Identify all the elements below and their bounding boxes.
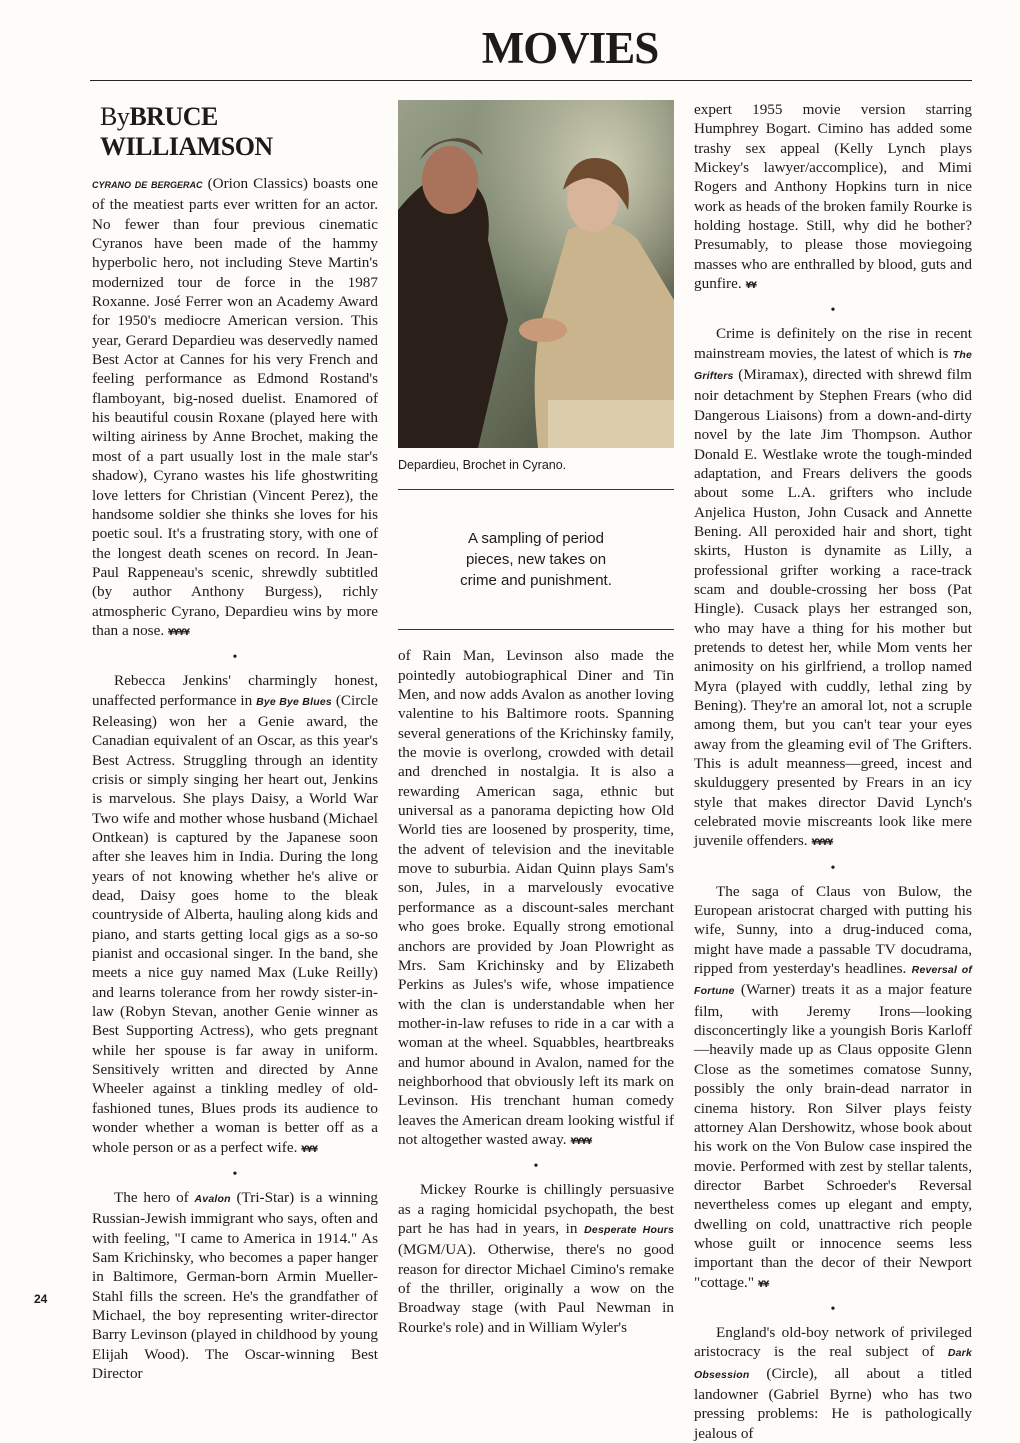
review-avalon: [92, 1188, 378, 1383]
review-title: Bye Bye Blues: [256, 695, 332, 708]
review-text: The saga of Claus von Bulow, the European aristocrat charged with putting his wife, Sunny, into a drug-induced coma, might have made a passable TV docudrama, ripped from yesterday's headlines.: [694, 882, 972, 978]
review-text: (Circle Releasing) won her a Genie award, the Canadian equivalent of an Oscar, as this year's Best Actress. Struggling through an identity crisis or simply singing her heart out, Jenkins is marvelous. She plays Daisy, a World War Two wife and mother whose husband (Michael Ontkean) is captured by the Japanese soon after she leaves him in India. During the long years of not knowing whether he's alive or dead, Daisy goes home to the bleak countryside of Alberta, hauling along kids and piano, and starts getting local gigs as a so-so pianist and occasional singer. In the band, she meets a nice guy named Max (Luke Reilly) and learns tolerance from her rowdy sister-in-law (Robyn Stevan, another Genie winner as Best Supporting Actress), who gets pregnant while her spouse is far away in uniform. Sensitively written and directed by Anne Wheeler against a tinkling medley of old-fashioned tunes, Blues prods its audience to wonder whether a woman is better off as a whole person or as a perfect wife.: [92, 691, 378, 1156]
review-cyrano: [92, 174, 378, 643]
rating-badge: ¥¥: [757, 1279, 769, 1290]
section-title: MOVIES: [481, 23, 659, 73]
separator-dot: •: [232, 1166, 238, 1182]
column-3: [694, 100, 972, 1443]
review-text: (Miramax), directed with shrewd film noir detachment by Stephen Frears (who did Dangerous Liaisons) from a down-and-dirty novel by the late Jim Thompson. Author Donald E. Westlake wrote the tough-minded adaptation, and Frears delivers the goods about some L.A. grifters who include Anjelica Huston, John Cusack and Annette Bening. All peroxided hair and short, tight skirts, Huston is dynamite as Lilly, a professional grifter working a race-track scam and double-crossing her boss (Pat Hingle). Cusack plays her estranged son, who may have a thing for his mother but pretends to detest her, while Mom vents her animosity on his girlfriend, a trollop named Myra (played with cuddly, lethal zing by Bening). They're an amoral lot, not a scruple among them, but you can't tear your eyes away from the gleaming evil of The Grifters. This is adult meanness—greed, incest and skulduggery presented by Frears in an icy style that makes director David Lynch's celebrated movie miscreants look like mere juvenile offenders.: [694, 366, 972, 850]
review-title: CYRANO DE BERGERAC: [92, 180, 203, 190]
header-rule: [90, 80, 972, 81]
review-text: (Tri-Star) is a winning Russian-Jewish immigrant who says, often and with feeling, "I came to America in 1914." As Sam Krichinsky, who becomes a paper hanger in Baltimore, German-born Armin Mueller-Stahl fills the screen. He's the grandfather of Michael, the boy representing writer-director Barry Levinson (played in childhood by young Elijah Wood). The Oscar-winning Best Director: [92, 1188, 379, 1382]
review-grifters: [694, 324, 972, 853]
review-title: Desperate Hours: [584, 1223, 675, 1236]
byline: [100, 102, 378, 162]
review-reversal-of-fortune: [694, 882, 972, 1295]
review-bye-bye-blues: [92, 671, 378, 1160]
review-text: of Rain Man, Levinson also made the pointedly autobiographical Diner and Tin Men, and now adds Avalon as another loving valentine to his Baltimore roots. Spanning several generations of the Krichinsky family, the movie is overlong, crowded with detail and drenched in nostalgia. It is also a rewarding American saga, ethnic but universal as a panorama depicting how Old World ties are loosened by prosperity, time, the advent of television and the inevitable move to suburbia. Aidan Quinn plays Sam's son, Jules, in a marvelously evocative performance as a discount-sales merchant who goes broke. Equally strong emotional anchors are provided by Joan Plowright as Mrs. Sam Krichinsky and by Elizabeth Perkins as Jules's wife, whose impatience with the clan is understandable when her mother-in-law refuses to ride in a car with a woman at the wheel. Squabbles, heartbreaks and humor abound in Avalon, named for the neighborhood that obviously left its mark on Levinson. His trenchant human comedy leaves the American dream looking wistful if not altogether wasted away.: [398, 647, 674, 1148]
separator-dot: •: [830, 860, 836, 876]
pullquote: A sampling of period pieces, new takes on crime and punishment.: [460, 530, 612, 590]
review-text: Mickey Rourke is chillingly persuasive as a raging homicidal psychopath, the best part he has had in years, in: [398, 1181, 674, 1237]
review-text: The hero of: [114, 1188, 189, 1206]
column-1: [92, 100, 378, 1383]
review-text: (MGM/UA). Otherwise, there's no good reason for director Michael Cimino's remake of the thriller, originally a wow on the Broadway stage (with Paul Newman in Rourke's role) and in William Wyler's: [398, 1241, 674, 1336]
review-desperate-hours: [398, 1180, 674, 1337]
separator-dot: •: [232, 650, 238, 666]
rating-badge: ¥¥¥¥: [570, 1136, 592, 1147]
movie-still-photo: [398, 100, 674, 448]
byline-prefix: By: [100, 102, 130, 131]
review-text: (Warner) treats it as a major feature film, with Jeremy Irons—looking disconcertingly like a youngish Boris Karloff—heavily made up as Claus opposite Glenn Close as the sometimes comatose Sunny, possibly the only brain-dead narrator in cinema history. Ron Silver plays feisty attorney Alan Dershowitz, whose book about his work on the Von Bulow case inspired the movie. Performed with zest by stellar talents, director Barbet Schroeder's Reversal nevertheless comes up elegant and empty, dwelling on cold, unattractive rich people whose guilt or innocence seems less important than the decor of their Newport "cottage.": [694, 981, 972, 1291]
column-2: [398, 100, 674, 1337]
separator-dot: •: [830, 303, 836, 319]
photo-caption: Depardieu, Brochet in Cyrano.: [398, 458, 567, 472]
review-desperate-hours-continued: [694, 100, 972, 296]
rating-badge: ¥¥¥¥: [167, 627, 189, 638]
byline-name: BRUCE WILLIAMSON: [100, 102, 273, 161]
rating-badge: ¥¥¥¥: [811, 838, 833, 849]
rating-badge: ¥¥: [745, 281, 756, 292]
pullquote-rule-bottom: [398, 629, 674, 630]
review-title: Avalon: [194, 1192, 231, 1205]
review-text: (Circle), all about a titled landowner (Gabriel Byrne) who has two pressing problems: He is pathologically jealous of: [694, 1364, 972, 1442]
review-text: England's old-boy network of privileged aristocracy is the real subject of: [694, 1323, 972, 1361]
page-number: 24: [34, 1292, 48, 1306]
review-text: expert 1955 movie version starring Humphrey Bogart. Cimino has added some trashy sex appeal (Kelly Lynch plays Mickey's lawyer/accomplice), and Mimi Rogers and Anthony Hopkins turn in nice work as heads of the broken family Rourke is holding hostage. Still, why did he bother? Presumably, to please those moviegoing masses who are enthralled by blood, guts and gunfire.: [694, 101, 972, 293]
separator-dot: •: [533, 1159, 539, 1175]
review-dark-obsession: [694, 1323, 972, 1443]
review-text: Rebecca Jenkins' charmingly honest, unaffected performance in: [92, 672, 378, 709]
review-avalon-continued: [398, 646, 674, 1152]
rating-badge: ¥¥¥: [301, 1144, 317, 1155]
review-title: The Grifters: [694, 348, 972, 383]
review-title: Reversal of Fortune: [694, 964, 973, 998]
review-text: Crime is definitely on the rise in recent mainstream movies, the latest of which is: [694, 325, 972, 362]
review-text: (Orion Classics) boasts one of the meatiest parts ever written for an actor. No fewer than four previous cinematic Cyranos have been made of the hammy hyperbolic hero, not including Steve Martin's modernized tour de force in the 1987 Roxanne. José Ferrer won an Academy Award for 1950's mediocre American version. This year, Gerard Depardieu was deservedly named Best Actor at Cannes for his very French and feeling performance as Edmond Rostand's flamboyant, big-nosed duelist. Enamored of his beautiful cousin Roxane (played here with wilting airiness by Anne Brochet, making the most of a part usually lost in the male star's shadow), Cyrano wastes his life ghostwriting love letters for Christian (Vincent Perez), the handsome soldier she thinks she loves for his poetic soul. It's a frustrating story, with one of the longest death scenes on record. In Jean-Paul Rappeneau's scenic, shrewdly subtitled (by author Anthony Burgess), richly atmospheric Cyrano, Depardieu wins by more than a nose.: [92, 175, 378, 639]
separator-dot: •: [830, 1301, 836, 1317]
review-title: Dark Obsession: [694, 1347, 973, 1381]
